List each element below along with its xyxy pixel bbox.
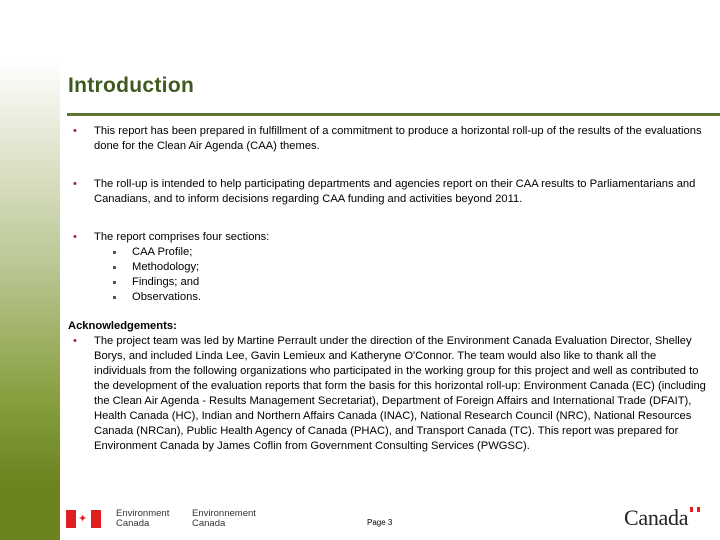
bullet-icon: • — [73, 178, 77, 190]
bullet-text: The report comprises four sections: — [94, 231, 270, 243]
sub-list-item: Observations. — [94, 290, 708, 305]
decorative-side-strip — [0, 60, 60, 540]
canada-flag-icon — [66, 510, 101, 528]
bullet-item — [68, 124, 708, 154]
slide-content — [68, 124, 708, 454]
bullet-icon: • — [73, 335, 77, 347]
sub-list-item: CAA Profile; — [94, 245, 708, 260]
bullet-item — [68, 177, 708, 207]
sub-list-item: Findings; and — [94, 275, 708, 290]
square-bullet-icon — [113, 251, 116, 254]
acknowledgements-heading: Acknowledgements: — [68, 320, 177, 332]
title-divider — [67, 113, 720, 116]
page-title: Introduction — [68, 74, 195, 97]
square-bullet-icon — [113, 296, 116, 299]
bullet-item — [68, 230, 708, 305]
dept-name-fr: Environnement Canada — [192, 508, 256, 529]
acknowledgements-item — [68, 334, 708, 454]
square-bullet-icon — [113, 266, 116, 269]
bullet-icon: • — [73, 125, 77, 137]
acknowledgements-text: The project team was led by Martine Perrault under the direction of the Environment Canada Evaluation Director, Shelley Borys, and included Linda Lee, Gavin Lemieux and Katheryne O'Connor. The team would also like to thank all the individuals from the following organizations who participated in the working group for this project and well as contributed to the development of the evaluation reports that form the basis for this horizontal roll-up: Environment Canada (EC) (including the Clean Air Agenda - Results Management Secretariat), Department of Foreign Affairs and International Trade (DFAIT), Health Canada (HC), Indian and Northern Affairs Canada (INAC), National Research Council (NRC), National Resources Canada (NRCan), Public Health Agency of Canada (PHAC), and Transport Canada (TC). This report was prepared for Environment Canada by James Coflin from Government Consulting Services (PWGSC). — [94, 335, 706, 452]
maple-leaf-icon: ✦ — [78, 513, 88, 525]
wordmark-flag-icon — [690, 507, 700, 512]
dept-name-en: Environment Canada — [116, 508, 170, 529]
page-number: Page 3 — [367, 518, 393, 527]
square-bullet-icon — [113, 281, 116, 284]
canada-wordmark: Canada — [624, 505, 689, 530]
sections-list — [94, 245, 708, 305]
sub-list-item: Methodology; — [94, 260, 708, 275]
bullet-text: The roll-up is intended to help participating departments and agencies report on their CAA results to Parliamentarians and Canadians, and to inform decisions regarding CAA funding and activities beyond 2011. — [94, 178, 696, 205]
bullet-icon: • — [73, 231, 77, 243]
bullet-text: This report has been prepared in fulfillment of a commitment to produce a horizontal roll-up of the results of the evaluations done for the Clean Air Agenda (CAA) themes. — [94, 125, 702, 152]
